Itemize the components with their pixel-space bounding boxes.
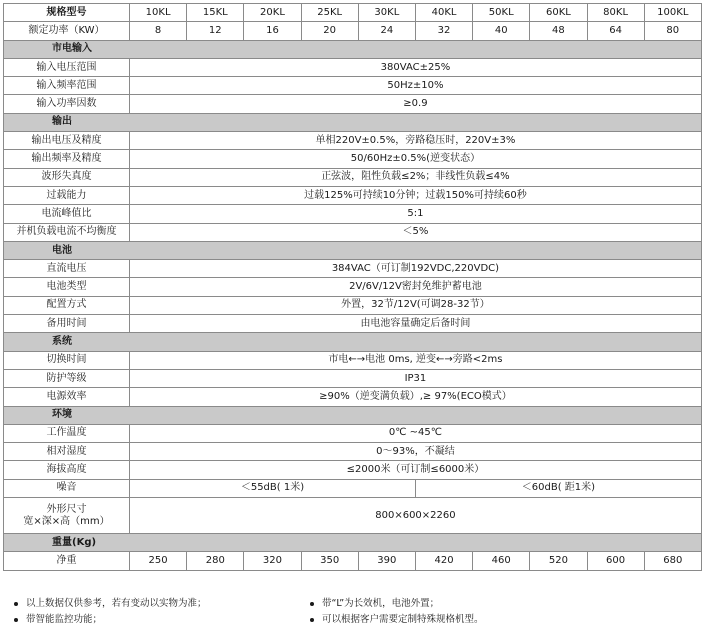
section-system [4, 333, 702, 351]
power-cell: 16 [244, 22, 301, 40]
model-cell: 100KL [644, 4, 701, 22]
power-cell: 12 [187, 22, 244, 40]
bullet-icon [14, 602, 18, 606]
spec-row [4, 315, 702, 333]
net-weight-cell: 320 [244, 552, 301, 570]
spec-value: 单相220V±0.5%，旁路稳压时，220V±3% [130, 132, 702, 150]
model-cell: 15KL [187, 4, 244, 22]
spec-row [4, 424, 702, 442]
spec-value: 50Hz±10% [130, 77, 702, 95]
bullet-icon [310, 618, 314, 622]
section-header: 重量(Kg) [4, 534, 702, 552]
section-header: 系统 [4, 333, 702, 351]
section-header: 市电输入 [4, 40, 702, 58]
spec-row [4, 223, 702, 241]
net-weight-cell: 520 [530, 552, 587, 570]
spec-value: 384VAC（可订制192VDC,220VDC) [130, 260, 702, 278]
spec-row [4, 95, 702, 113]
model-cell: 20KL [244, 4, 301, 22]
spec-row [4, 132, 702, 150]
spec-value: 外置，32节/12V(可调28-32节） [130, 296, 702, 314]
spec-label: 输出频率及精度 [4, 150, 130, 168]
spec-value: 800×600×2260 [130, 498, 702, 534]
section-environment [4, 406, 702, 424]
spec-label: 配置方式 [4, 296, 130, 314]
spec-value: 过载125%可持续10分钟；过载150%可持续60秒 [130, 186, 702, 204]
spec-label: 输入功率因数 [4, 95, 130, 113]
section-header: 电池 [4, 241, 702, 259]
model-cell: 25KL [301, 4, 358, 22]
power-cell: 8 [130, 22, 187, 40]
dimensions-label-line1: 外形尺寸 [46, 503, 87, 515]
spec-label: 波形失真度 [4, 168, 130, 186]
spec-label: 电池类型 [4, 278, 130, 296]
spec-label: 输入电压范围 [4, 58, 130, 76]
model-cell: 80KL [587, 4, 644, 22]
spec-value: ≥0.9 [130, 95, 702, 113]
spec-value: ＜5% [130, 223, 702, 241]
section-output [4, 113, 702, 131]
spec-row [4, 443, 702, 461]
spec-row [4, 479, 702, 497]
spec-label: 电流峰值比 [4, 205, 130, 223]
footnote: 可以根据客户需要定制特殊规格机型。 [310, 612, 484, 628]
spec-label: 并机负载电流不均衡度 [4, 223, 130, 241]
power-cell: 24 [358, 22, 415, 40]
dimensions-label-line2: 宽×深×高（mm） [23, 515, 110, 527]
model-cell: 50KL [473, 4, 530, 22]
spec-value: 市电←→电池 0ms, 逆变←→旁路<2ms [130, 351, 702, 369]
section-header: 环境 [4, 406, 702, 424]
spec-row [4, 278, 702, 296]
model-row [4, 4, 702, 22]
spec-label: 海拔高度 [4, 461, 130, 479]
footnote: 带“L”为长效机，电池外置； [310, 596, 439, 612]
model-cell: 40KL [415, 4, 472, 22]
spec-label: 防护等级 [4, 369, 130, 387]
models-label: 规格型号 [4, 4, 130, 22]
net-weight-cell: 350 [301, 552, 358, 570]
spec-row [4, 168, 702, 186]
spec-value: ≤2000米（可订制≤6000米） [130, 461, 702, 479]
spec-row [4, 369, 702, 387]
net-weight-cell: 420 [415, 552, 472, 570]
spec-value: ≥90%（逆变满负载）,≥ 97%(ECO模式） [130, 388, 702, 406]
spec-row [4, 205, 702, 223]
footnote: 带智能监控功能； [14, 612, 102, 628]
spec-row [4, 498, 702, 534]
spec-value: ＜55dB( 1米) [130, 479, 416, 497]
spec-value: IP31 [130, 369, 702, 387]
spec-label: 切换时间 [4, 351, 130, 369]
spec-row [4, 260, 702, 278]
power-row [4, 22, 702, 40]
spec-row [4, 58, 702, 76]
section-mains-input [4, 40, 702, 58]
spec-label [4, 498, 130, 534]
spec-value: 380VAC±25% [130, 58, 702, 76]
model-cell: 60KL [530, 4, 587, 22]
spec-row [4, 461, 702, 479]
model-cell: 30KL [358, 4, 415, 22]
spec-label: 噪音 [4, 479, 130, 497]
net-weight-cell: 250 [130, 552, 187, 570]
spec-value: 由电池容量确定后备时间 [130, 315, 702, 333]
spec-label: 直流电压 [4, 260, 130, 278]
spec-label: 备用时间 [4, 315, 130, 333]
spec-value: 正弦波，阻性负载≤2%；非线性负载≤4% [130, 168, 702, 186]
power-cell: 32 [415, 22, 472, 40]
net-weight-cell: 280 [187, 552, 244, 570]
spec-row [4, 388, 702, 406]
spec-row [4, 77, 702, 95]
spec-row [4, 296, 702, 314]
power-label: 额定功率（KW） [4, 22, 130, 40]
power-cell: 40 [473, 22, 530, 40]
spec-value: ＜60dB( 距1米) [415, 479, 701, 497]
net-weight-cell: 460 [473, 552, 530, 570]
footnote: 以上数据仅供参考，若有变动以实物为准； [14, 596, 207, 612]
spec-label: 过载能力 [4, 186, 130, 204]
spec-label: 相对湿度 [4, 443, 130, 461]
power-cell: 20 [301, 22, 358, 40]
spec-value: 0℃ ~45℃ [130, 424, 702, 442]
section-header: 输出 [4, 113, 702, 131]
net-weight-label: 净重 [4, 552, 130, 570]
section-weight [4, 534, 702, 552]
spec-row [4, 351, 702, 369]
spec-row [4, 186, 702, 204]
spec-value: 50/60Hz±0.5%(逆变状态） [130, 150, 702, 168]
model-cell: 10KL [130, 4, 187, 22]
spec-label: 电源效率 [4, 388, 130, 406]
bullet-icon [310, 602, 314, 606]
spec-table [3, 3, 702, 571]
spec-label: 工作温度 [4, 424, 130, 442]
net-weight-cell: 390 [358, 552, 415, 570]
bullet-icon [14, 618, 18, 622]
power-cell: 48 [530, 22, 587, 40]
spec-label: 输入频率范围 [4, 77, 130, 95]
spec-value: 2V/6V/12V密封免维护蓄电池 [130, 278, 702, 296]
spec-label: 输出电压及精度 [4, 132, 130, 150]
net-weight-cell: 600 [587, 552, 644, 570]
spec-row [4, 150, 702, 168]
spec-value: 0～93%，不凝结 [130, 443, 702, 461]
spec-value: 5:1 [130, 205, 702, 223]
net-weight-row [4, 552, 702, 570]
power-cell: 80 [644, 22, 701, 40]
section-battery [4, 241, 702, 259]
power-cell: 64 [587, 22, 644, 40]
net-weight-cell: 680 [644, 552, 701, 570]
